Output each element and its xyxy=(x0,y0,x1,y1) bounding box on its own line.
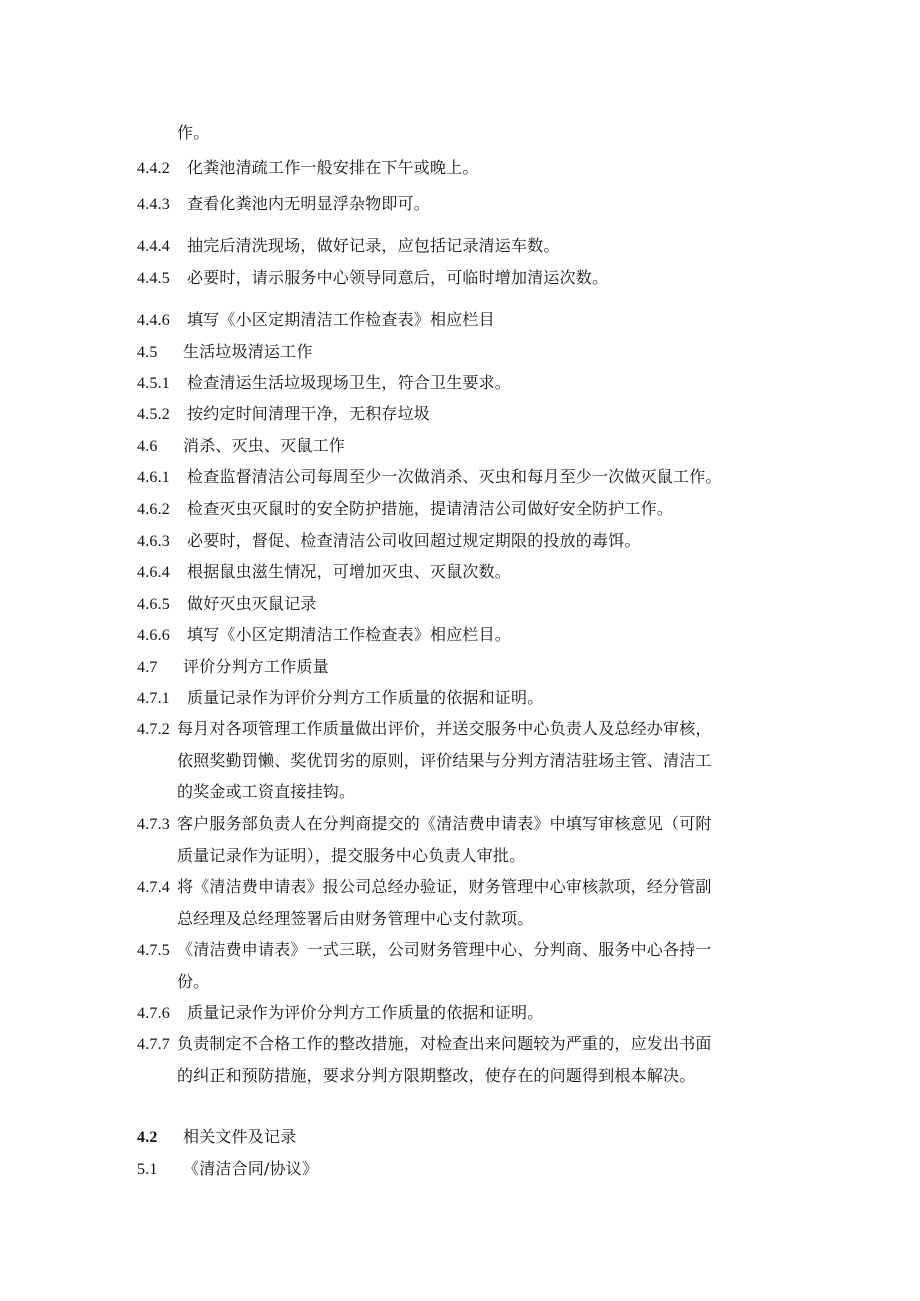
line-text: 每月对各项管理工作质量做出评价，并送交服务中心负责人及总经办审核， xyxy=(177,719,712,738)
line-4-4-4 xyxy=(137,236,560,257)
line-text: 负责制定不合格工作的整改措施，对检查出来问题较为严重的，应发出书面 xyxy=(177,1034,712,1053)
section-number: 4.7.2 xyxy=(137,721,170,738)
line-4-4-6 xyxy=(137,310,495,331)
line-text: 的奖金或工资直接挂钩。 xyxy=(177,782,356,801)
section-number: 4.7.5 xyxy=(137,942,170,959)
line-text: 检查灭虫灭鼠时的安全防护措施，提请清洁公司做好安全防护工作。 xyxy=(187,499,674,518)
line-4-5-1 xyxy=(137,373,511,394)
line-4-7-3 xyxy=(137,814,712,835)
line-text: 必要时，请示服务中心领导同意后，可临时增加清运次数。 xyxy=(187,268,609,287)
line-text: 检查清运生活垃圾现场卫生，符合卫生要求。 xyxy=(187,373,512,392)
line-text: 填写《小区定期清洁工作检查表》相应栏目。 xyxy=(187,625,512,644)
section-number: 4.4.6 xyxy=(137,312,170,329)
heading-4-6 xyxy=(137,436,345,457)
line-4-7-1 xyxy=(137,688,543,709)
line-continuation xyxy=(177,782,355,802)
section-number: 4.5 xyxy=(137,344,158,361)
line-continuation xyxy=(177,909,533,929)
heading-4-5 xyxy=(137,342,313,363)
line-text: 依照奖勤罚懒、奖优罚劣的原则，评价结果与分判方清洁驻场主管、清洁工 xyxy=(177,751,712,770)
line-continuation xyxy=(177,846,525,866)
line-5-1 xyxy=(137,1159,318,1180)
line-text: 抽完后清洗现场，做好记录，应包括记录清运车数。 xyxy=(187,236,560,255)
line-text: 的纠正和预防措施，要求分判方限期整改，使存在的问题得到根本解决。 xyxy=(177,1066,696,1085)
line-4-6-2 xyxy=(137,499,673,520)
section-number: 4.5.1 xyxy=(137,375,170,392)
section-number: 4.7 xyxy=(137,659,158,676)
line-text: 客户服务部负责人在分判商提交的《清洁费申请表》中填写审核意见（可附 xyxy=(177,814,712,833)
line-4-6-5 xyxy=(137,594,317,615)
line-text: 作。 xyxy=(177,123,210,142)
heading-text: 生活垃圾清运工作 xyxy=(183,342,313,361)
section-number: 4.4.2 xyxy=(137,160,170,177)
heading-text: 消杀、灭虫、灭鼠工作 xyxy=(183,436,346,455)
line-text: 将《清洁费申请表》报公司总经办验证，财务管理中心审核款项，经分管副 xyxy=(177,877,712,896)
line-4-7-7 xyxy=(137,1034,712,1055)
line-4-7-2 xyxy=(137,719,712,740)
section-number: 4.6.4 xyxy=(137,564,170,581)
heading-text: 相关文件及记录 xyxy=(183,1127,297,1146)
line-4-6-4 xyxy=(137,562,511,583)
section-number: 4.7.7 xyxy=(137,1036,170,1053)
line-text: 质量记录作为证明），提交服务中心负责人审批。 xyxy=(177,846,526,865)
line-4-4-2 xyxy=(137,158,479,179)
section-number: 4.6.2 xyxy=(137,501,170,518)
line-text: 《清洁费申请表》一式三联，公司财务管理中心、分判商、服务中心各持一 xyxy=(177,940,712,959)
section-number: 4.4.4 xyxy=(137,238,170,255)
line-text: 必要时，督促、检查清洁公司收回超过规定期限的投放的毒饵。 xyxy=(187,531,641,550)
line-4-4-5 xyxy=(137,268,608,289)
section-number: 4.6.3 xyxy=(137,533,170,550)
section-number: 4.6.5 xyxy=(137,596,170,613)
line-4-6-1 xyxy=(137,467,722,488)
line-4-6-6 xyxy=(137,625,511,646)
section-number: 5.1 xyxy=(137,1161,158,1178)
section-number: 4.6.1 xyxy=(137,469,170,486)
line-text: 质量记录作为评价分判方工作质量的依据和证明。 xyxy=(187,1003,544,1022)
line-text: 填写《小区定期清洁工作检查表》相应栏目 xyxy=(187,310,495,329)
line-4-4-3 xyxy=(137,194,430,215)
line-text: 按约定时间清理干净，无积存垃圾 xyxy=(187,404,431,423)
line-4-7-6 xyxy=(137,1003,543,1024)
section-number: 4.5.2 xyxy=(137,406,170,423)
line-text: 份。 xyxy=(177,972,210,991)
heading-4-2 xyxy=(137,1127,296,1148)
line-text: 化粪池清疏工作一般安排在下午或晚上。 xyxy=(187,158,479,177)
section-number: 4.6 xyxy=(137,438,158,455)
line-text: 检查监督清洁公司每周至少一次做消杀、灭虫和每月至少一次做灭鼠工作。 xyxy=(187,467,722,486)
line-text: 做好灭虫灭鼠记录 xyxy=(187,594,317,613)
line-text: 总经理及总经理签署后由财务管理中心支付款项。 xyxy=(177,909,534,928)
section-number: 4.7.1 xyxy=(137,690,170,707)
section-number: 4.4.5 xyxy=(137,270,170,287)
line-text: 根据鼠虫滋生情况，可增加灭虫、灭鼠次数。 xyxy=(187,562,512,581)
section-number: 4.2 xyxy=(137,1129,158,1146)
line-text: 《清洁合同/协议》 xyxy=(183,1159,319,1178)
line-text: 质量记录作为评价分判方工作质量的依据和证明。 xyxy=(187,688,544,707)
section-number: 4.4.3 xyxy=(137,196,170,213)
line-4-5-2 xyxy=(137,404,430,425)
section-number: 4.7.3 xyxy=(137,816,170,833)
line-continuation xyxy=(177,972,209,992)
section-number: 4.7.4 xyxy=(137,879,170,896)
line-continuation xyxy=(177,1066,695,1086)
line-text: 查看化粪池内无明显浮杂物即可。 xyxy=(187,194,431,213)
line-continuation xyxy=(177,751,712,771)
line-4-7-4 xyxy=(137,877,712,898)
line-4-6-3 xyxy=(137,531,641,552)
section-number: 4.7.6 xyxy=(137,1005,170,1022)
section-number: 4.6.6 xyxy=(137,627,170,644)
line-4-7-5 xyxy=(137,940,712,961)
heading-text: 评价分判方工作质量 xyxy=(183,657,329,676)
heading-4-7 xyxy=(137,657,329,678)
line-continuation xyxy=(177,123,209,143)
